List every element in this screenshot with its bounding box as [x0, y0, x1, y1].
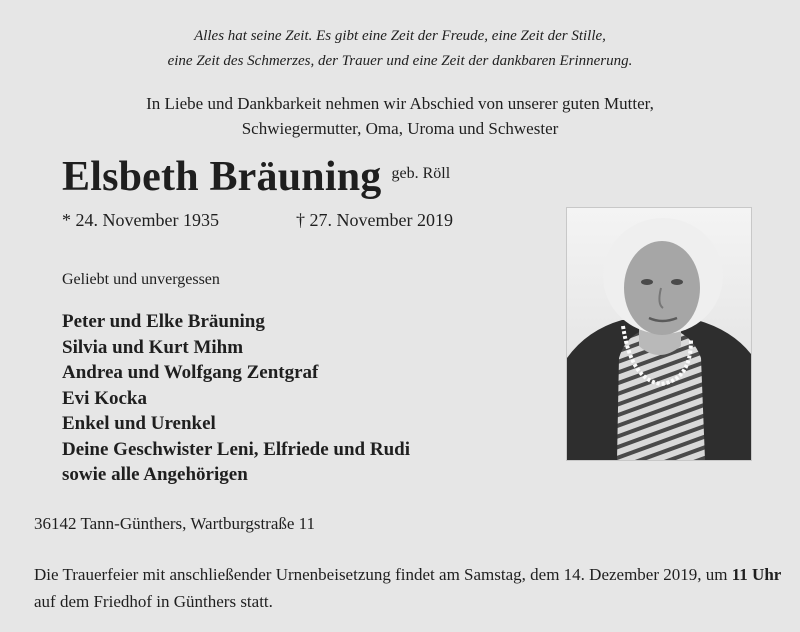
- farewell-intro: [0, 91, 800, 141]
- funeral-service-info: [34, 561, 784, 615]
- quote-line: Alles hat seine Zeit. Es gibt eine Zeit der Freude, eine Zeit der Stille,: [194, 28, 606, 44]
- remembered-line: Geliebt und unvergessen: [62, 271, 220, 288]
- family-address: 36142 Tann-Günthers, Wartburgstraße 11: [34, 514, 316, 533]
- mourner-item: Evi Kocka: [62, 387, 147, 409]
- mourner-item: Deine Geschwister Leni, Elfriede und Rudi: [62, 438, 410, 460]
- service-text-end: auf dem Friedhof in Günthers statt.: [34, 592, 273, 611]
- mourners-list: [62, 309, 410, 488]
- portrait-illustration: [567, 208, 751, 460]
- deceased-name: Elsbeth Bräuning: [62, 154, 382, 200]
- quote-line: eine Zeit des Schmerzes, der Trauer und eine Zeit der dankbaren Erinnerung.: [167, 53, 633, 69]
- birth-date: * 24. November 1935: [62, 210, 219, 230]
- memorial-quote: [0, 24, 800, 74]
- mourner-item: Peter und Elke Bräuning: [62, 311, 265, 332]
- portrait-photo: [566, 207, 752, 461]
- death-date: † 27. November 2019: [296, 210, 453, 230]
- deceased-name-row: [62, 153, 450, 201]
- intro-line: In Liebe und Dankbarkeit nehmen wir Abschied von unserer guten Mutter,: [146, 94, 654, 113]
- service-time: 11 Uhr: [731, 565, 782, 584]
- mourner-item: Andrea und Wolfgang Zentgraf: [62, 362, 319, 383]
- mourner-item: sowie alle Angehörigen: [62, 464, 248, 485]
- intro-line: Schwiegermutter, Oma, Uroma und Schwester: [241, 119, 559, 138]
- mourner-item: Enkel und Urenkel: [62, 413, 216, 434]
- maiden-name: geb. Röll: [391, 165, 451, 182]
- mourner-item: Silvia und Kurt Mihm: [62, 336, 244, 358]
- service-text-start: Die Trauerfeier mit anschließender Urnenbeisetzung findet am Samstag, dem 14. Dezember 2019, um: [34, 565, 732, 584]
